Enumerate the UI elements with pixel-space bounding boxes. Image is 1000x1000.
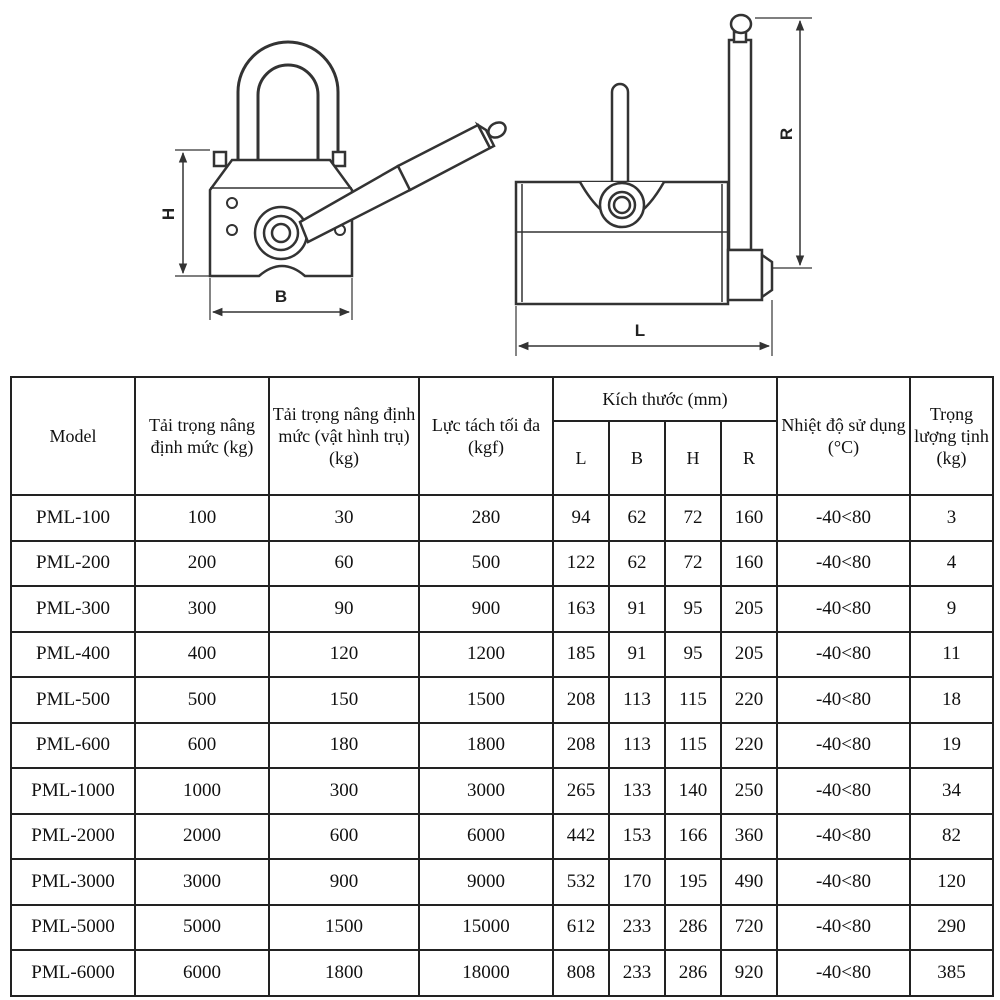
cell-rated-load: 100 [135, 495, 269, 541]
cell-dim-b: 153 [609, 814, 665, 860]
dim-label-r: R [777, 127, 796, 141]
cell-dim-l: 185 [553, 632, 609, 678]
cell-weight: 34 [910, 768, 993, 814]
cell-dim-h: 166 [665, 814, 721, 860]
cell-dim-r: 250 [721, 768, 777, 814]
cell-max-force: 1800 [419, 723, 553, 769]
cell-max-force: 500 [419, 541, 553, 587]
cell-temperature: -40<80 [777, 586, 910, 632]
front-view [210, 42, 508, 276]
cell-dim-b: 170 [609, 859, 665, 905]
cell-max-force: 1200 [419, 632, 553, 678]
cell-max-force: 18000 [419, 950, 553, 996]
cell-temperature: -40<80 [777, 814, 910, 860]
cell-temperature: -40<80 [777, 541, 910, 587]
cell-dim-r: 920 [721, 950, 777, 996]
cell-model: PML-2000 [11, 814, 135, 860]
dim-label-b: B [274, 287, 288, 306]
cell-rated-load: 3000 [135, 859, 269, 905]
lifter-diagram [0, 0, 1000, 372]
header-max-force: Lực tách tối đa (kgf) [419, 377, 553, 495]
cell-model: PML-200 [11, 541, 135, 587]
table-row [11, 723, 993, 769]
cell-dim-h: 286 [665, 905, 721, 951]
header-dim-b: B [609, 421, 665, 495]
cell-temperature: -40<80 [777, 677, 910, 723]
cell-weight: 385 [910, 950, 993, 996]
dimension-b [210, 278, 352, 320]
cell-max-force: 900 [419, 586, 553, 632]
cell-temperature: -40<80 [777, 905, 910, 951]
dimension-r [755, 18, 812, 268]
cell-model: PML-300 [11, 586, 135, 632]
cell-model: PML-100 [11, 495, 135, 541]
side-view [516, 15, 772, 304]
table-row [11, 768, 993, 814]
cell-weight: 9 [910, 586, 993, 632]
cell-dim-l: 163 [553, 586, 609, 632]
table-row [11, 950, 993, 996]
table-row [11, 814, 993, 860]
cell-dim-h: 115 [665, 677, 721, 723]
table-body [11, 495, 993, 996]
cell-model: PML-6000 [11, 950, 135, 996]
cell-temperature: -40<80 [777, 950, 910, 996]
cell-dim-b: 62 [609, 541, 665, 587]
cell-temperature: -40<80 [777, 495, 910, 541]
cell-rated-load: 600 [135, 723, 269, 769]
cell-rated-load: 300 [135, 586, 269, 632]
cell-rated-load: 400 [135, 632, 269, 678]
cell-dim-b: 62 [609, 495, 665, 541]
table-row [11, 495, 993, 541]
cell-rated-load-cylinder: 120 [269, 632, 419, 678]
cell-dim-h: 195 [665, 859, 721, 905]
cell-dim-r: 490 [721, 859, 777, 905]
header-temperature: Nhiệt độ sử dụng (°C) [777, 377, 910, 495]
cell-rated-load: 2000 [135, 814, 269, 860]
table-row [11, 586, 993, 632]
header-dimensions: Kích thước (mm) [553, 377, 777, 421]
cell-max-force: 1500 [419, 677, 553, 723]
cell-max-force: 9000 [419, 859, 553, 905]
cell-dim-b: 133 [609, 768, 665, 814]
cell-dim-r: 360 [721, 814, 777, 860]
cell-rated-load-cylinder: 30 [269, 495, 419, 541]
cell-dim-l: 532 [553, 859, 609, 905]
cell-dim-l: 442 [553, 814, 609, 860]
cell-weight: 290 [910, 905, 993, 951]
cell-rated-load-cylinder: 90 [269, 586, 419, 632]
cell-dim-b: 91 [609, 632, 665, 678]
table-row [11, 541, 993, 587]
cell-dim-h: 115 [665, 723, 721, 769]
cell-rated-load-cylinder: 180 [269, 723, 419, 769]
cell-model: PML-5000 [11, 905, 135, 951]
cell-rated-load-cylinder: 1500 [269, 905, 419, 951]
cell-temperature: -40<80 [777, 632, 910, 678]
cell-weight: 3 [910, 495, 993, 541]
cell-weight: 19 [910, 723, 993, 769]
dimension-h [159, 150, 210, 276]
cell-dim-r: 205 [721, 586, 777, 632]
dimension-l [516, 300, 772, 356]
cell-dim-h: 95 [665, 586, 721, 632]
cell-rated-load: 500 [135, 677, 269, 723]
cell-dim-b: 91 [609, 586, 665, 632]
cell-rated-load: 5000 [135, 905, 269, 951]
cell-dim-l: 808 [553, 950, 609, 996]
cell-rated-load-cylinder: 900 [269, 859, 419, 905]
cell-dim-h: 72 [665, 541, 721, 587]
cell-rated-load-cylinder: 150 [269, 677, 419, 723]
cell-rated-load-cylinder: 1800 [269, 950, 419, 996]
table-row [11, 632, 993, 678]
cell-dim-h: 72 [665, 495, 721, 541]
cell-rated-load-cylinder: 300 [269, 768, 419, 814]
cell-dim-h: 95 [665, 632, 721, 678]
cell-dim-b: 113 [609, 677, 665, 723]
cell-dim-r: 720 [721, 905, 777, 951]
cell-weight: 18 [910, 677, 993, 723]
cell-dim-r: 220 [721, 677, 777, 723]
header-weight: Trọng lượng tịnh (kg) [910, 377, 993, 495]
technical-drawing [0, 0, 1000, 372]
cell-rated-load-cylinder: 600 [269, 814, 419, 860]
cell-temperature: -40<80 [777, 859, 910, 905]
cell-dim-l: 612 [553, 905, 609, 951]
cell-model: PML-500 [11, 677, 135, 723]
cell-dim-r: 220 [721, 723, 777, 769]
cell-dim-l: 265 [553, 768, 609, 814]
spec-table [10, 376, 994, 997]
cell-model: PML-600 [11, 723, 135, 769]
cell-model: PML-3000 [11, 859, 135, 905]
header-model: Model [11, 377, 135, 495]
cell-dim-r: 160 [721, 541, 777, 587]
cell-dim-l: 208 [553, 723, 609, 769]
cell-weight: 11 [910, 632, 993, 678]
cell-rated-load-cylinder: 60 [269, 541, 419, 587]
cell-weight: 82 [910, 814, 993, 860]
cell-dim-h: 140 [665, 768, 721, 814]
cell-model: PML-1000 [11, 768, 135, 814]
cell-dim-l: 94 [553, 495, 609, 541]
cell-model: PML-400 [11, 632, 135, 678]
header-dim-r: R [721, 421, 777, 495]
cell-dim-h: 286 [665, 950, 721, 996]
header-rated-load-cylinder: Tải trọng nâng định mức (vật hình trụ) (kg) [269, 377, 419, 495]
header-rated-load: Tải trọng nâng định mức (kg) [135, 377, 269, 495]
cell-weight: 120 [910, 859, 993, 905]
cell-rated-load: 200 [135, 541, 269, 587]
dim-label-h: H [159, 207, 178, 221]
header-dim-l: L [553, 421, 609, 495]
cell-dim-r: 160 [721, 495, 777, 541]
cell-temperature: -40<80 [777, 723, 910, 769]
table-row [11, 859, 993, 905]
cell-dim-b: 233 [609, 905, 665, 951]
cell-dim-l: 122 [553, 541, 609, 587]
cell-temperature: -40<80 [777, 768, 910, 814]
header-dim-h: H [665, 421, 721, 495]
cell-max-force: 6000 [419, 814, 553, 860]
cell-weight: 4 [910, 541, 993, 587]
cell-dim-b: 113 [609, 723, 665, 769]
cell-max-force: 280 [419, 495, 553, 541]
cell-rated-load: 6000 [135, 950, 269, 996]
cell-max-force: 15000 [419, 905, 553, 951]
dim-label-l: L [634, 321, 646, 340]
table-row [11, 905, 993, 951]
cell-max-force: 3000 [419, 768, 553, 814]
cell-dim-r: 205 [721, 632, 777, 678]
table-row [11, 677, 993, 723]
cell-dim-l: 208 [553, 677, 609, 723]
cell-dim-b: 233 [609, 950, 665, 996]
cell-rated-load: 1000 [135, 768, 269, 814]
